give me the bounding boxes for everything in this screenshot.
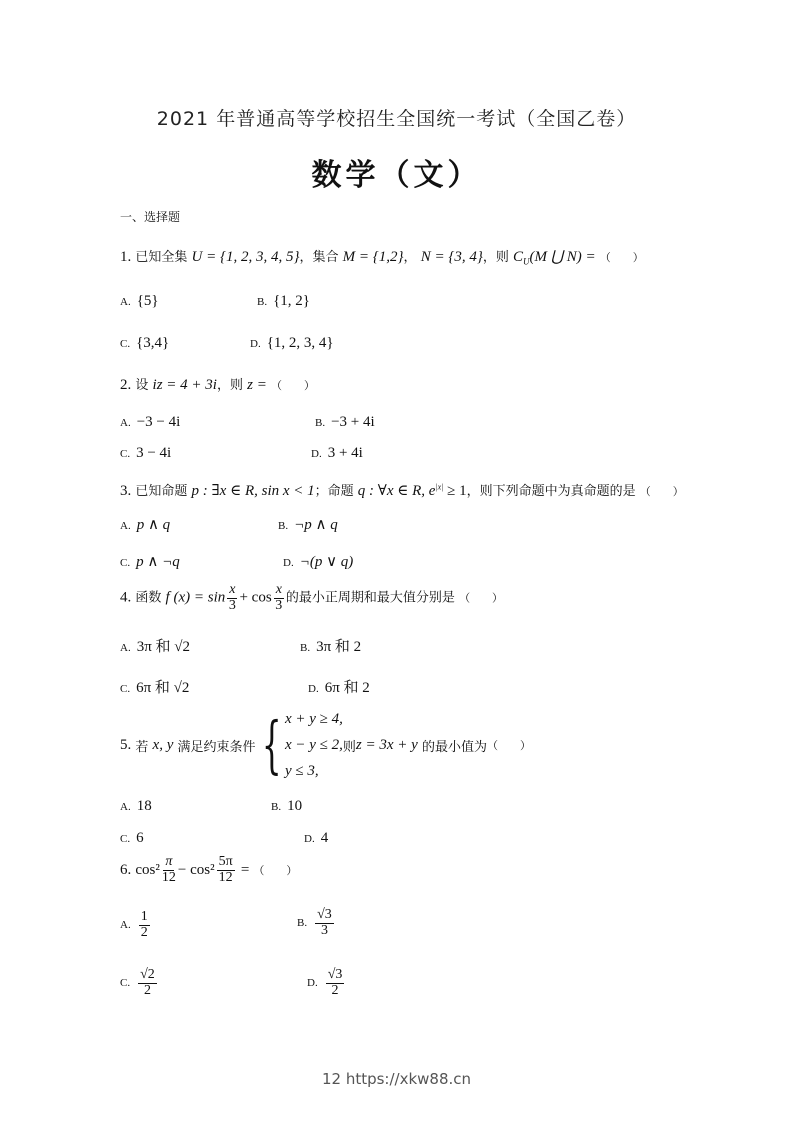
question-6-option-c: C. $\frac{√2}{2}$ [120, 967, 155, 998]
question-5-option-c: C. 6 [120, 830, 144, 846]
exam-title: 2021 年普通高等学校招生全国统一考试（全国乙卷） [156, 108, 637, 130]
subject-title: 数学（文） [311, 158, 482, 193]
question-3-option-a: A. p ∧ q [120, 517, 171, 533]
question-5-stem: 5. 若 x, y 满足约束条件 { x + y ≥ 4, x − y ≤ 2, y ≤ 3, 则 z = 3x + y 的最小值为 （ ） [120, 706, 531, 784]
fraction-5pi-over-12: $\frac{5\pi}{12}$ [218, 854, 233, 885]
constraint-system: { x + y ≥ 4, x − y ≤ 2, y ≤ 3, [261, 708, 343, 781]
fraction: $\frac{√2}{2}$ [140, 967, 155, 998]
question-4-stem: 4. 函数 f (x) = sin $\frac{x}{3}$ + cos $\frac{x}{3}$ 的最小正周期和最大值分别是 （ ） [120, 582, 504, 613]
fraction: $\frac{√3}{2}$ [327, 967, 343, 998]
question-3-stem: 3. 已知命题 p : ∃x ∈ R, sin x < 1；命题 q : ∀x ∈ R, $e^{|x|} \ge 1$，则下列命题中为真命题的是 （ ） [120, 482, 684, 499]
page-footer: 12 https://xkw88.cn [321, 1070, 472, 1088]
fraction-x-over-3: $\frac{x}{3}$ [275, 582, 283, 613]
question-3-option-d: D. ¬(p ∨ q) [283, 554, 354, 570]
question-3-option-b: B. ¬p ∧ q [278, 517, 338, 533]
question-1-stem: 1. 已知全集 U = {1, 2, 3, 4, 5}，集合 M = {1,2}， N = {3, 4}，则 $C_U(M$ ⋃ N) = （ ） [120, 249, 644, 267]
fraction-x-over-3: $\frac{x}{3}$ [228, 582, 236, 613]
fraction: $\frac{1}{2}$ [140, 909, 148, 940]
question-6-option-d: D. $\frac{√3}{2}$ [307, 967, 343, 998]
question-4-option-d: D. 6π 和 2 [308, 680, 370, 696]
question-2-stem: 2. 设 iz = 4 + 3i，则 z = （ ） [120, 377, 315, 393]
question-1-option-b: B. {1, 2} [257, 293, 310, 309]
question-3-option-c: C. p ∧ ¬q [120, 554, 180, 570]
question-2-option-c: C. 3 − 4i [120, 445, 172, 461]
section-heading: 一、选择题 [120, 210, 181, 224]
question-4-option-a: A. 3π 和 √2 [120, 639, 191, 655]
question-5-option-a: A. 18 [120, 798, 152, 814]
question-2-option-d: D. 3 + 4i [311, 445, 363, 461]
fraction-pi-over-12: $\frac{\pi}{12}$ [161, 854, 176, 885]
left-brace-icon: { [261, 708, 282, 781]
question-6-option-a: A. $\frac{1}{2}$ [120, 909, 148, 940]
question-1-option-c: C. {3,4} [120, 335, 170, 351]
question-5-option-d: D. 4 [304, 830, 329, 846]
question-4-option-c: C. 6π 和 √2 [120, 680, 190, 696]
fraction: $\frac{√3}{3}$ [317, 907, 332, 938]
question-6-option-b: B. $\frac{√3}{3}$ [297, 907, 332, 938]
question-1-option-a: A. {5} [120, 293, 159, 309]
question-2-option-a: A. −3 − 4i [120, 414, 181, 430]
question-5-option-b: B. 10 [271, 798, 303, 814]
question-4-option-b: B. 3π 和 2 [300, 639, 362, 655]
question-1-option-d: D. {1, 2, 3, 4} [250, 335, 334, 351]
question-2-option-b: B. −3 + 4i [315, 414, 375, 430]
question-6-stem: 6. cos² $\frac{\pi}{12}$ − cos² $\frac{5\pi}{12}$ = （ ） [120, 854, 298, 885]
